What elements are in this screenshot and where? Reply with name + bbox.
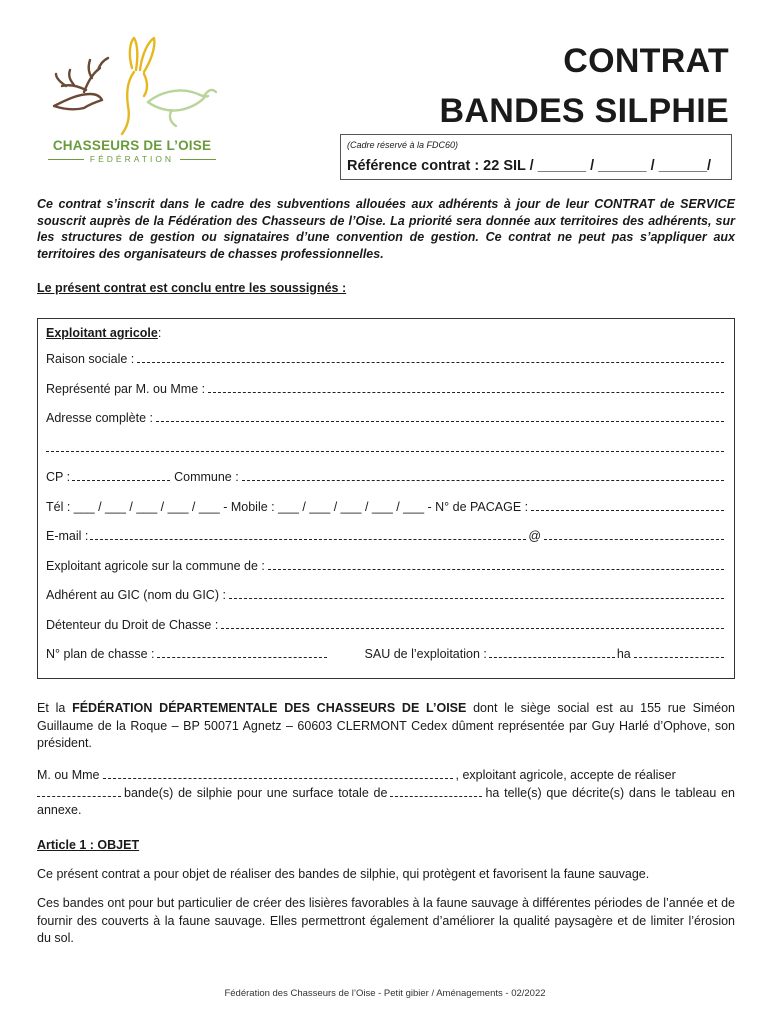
tel-label: Tél : ___ / ___ / ___ / ___ / ___ - Mobile : ___ / ___ / ___ / ___ / ___ - N° de PACAGE :	[46, 500, 529, 514]
raison-sociale-label: Raison sociale :	[46, 352, 135, 366]
federation-name: FÉDÉRATION DÉPARTEMENTALE DES CHASSEURS DE L’OISE	[72, 701, 467, 715]
parties-heading: Le présent contrat est conclu entre les soussignés :	[37, 281, 347, 295]
plan-sau-row	[46, 643, 725, 661]
sau-ha-field[interactable]	[634, 657, 724, 658]
form-heading: Exploitant agricole	[46, 326, 158, 340]
exploitant-commune-field[interactable]	[268, 569, 724, 570]
gic-label: Adhérent au GIC (nom du GIC) :	[46, 588, 226, 602]
gic-row	[46, 584, 725, 602]
email-row	[46, 525, 725, 543]
form-heading-colon: :	[157, 326, 162, 340]
agreement-paragraph	[37, 767, 735, 820]
sau-label: SAU de l’exploitation :	[364, 647, 487, 661]
email-domain-field[interactable]	[544, 539, 724, 540]
article-1-heading: Article 1 : OBJET	[37, 838, 140, 852]
plan-chasse-field[interactable]	[157, 657, 327, 658]
exploitant-commune-label: Exploitant agricole sur la commune de :	[46, 559, 265, 573]
email-user-field[interactable]	[90, 539, 526, 540]
detenteur-field[interactable]	[221, 628, 724, 629]
raison-sociale-row	[46, 348, 725, 366]
represente-field[interactable]	[208, 392, 724, 393]
mm-name-field[interactable]	[103, 778, 453, 779]
farmer-form-box	[37, 318, 735, 679]
email-at: @	[528, 529, 542, 543]
deer-head-icon	[54, 94, 102, 109]
mm-mid: , exploitant agricole, accepte de réaliser	[455, 768, 676, 782]
cp-field[interactable]	[72, 480, 170, 481]
sau-field[interactable]	[489, 657, 615, 658]
logo-subtitle-text: FÉDÉRATION	[89, 154, 175, 164]
federation-paragraph	[37, 700, 735, 753]
mm-end: ha telle(s) que décrite(s) dans le tableau en annexe.	[37, 785, 735, 817]
hare-icon	[122, 38, 154, 134]
pacage-field[interactable]	[531, 510, 724, 511]
cp-label: CP :	[46, 470, 71, 484]
adresse-row	[46, 407, 725, 425]
partridge-icon	[148, 90, 216, 126]
federation-details: dont le siège social est au 155 rue Siméon Guillaume de la Roque – BP 50071 Agnetz – 60603 CLERMONT Cedex dûment représentée par Guy Harlé d’Ophove, son président.	[37, 701, 735, 750]
adresse-field-line-2[interactable]	[46, 451, 724, 452]
commune-field[interactable]	[242, 480, 724, 481]
adresse-field[interactable]	[156, 421, 724, 422]
logo-divider-left	[48, 159, 84, 160]
logo-subtitle	[44, 154, 220, 164]
represente-row	[46, 378, 725, 396]
surface-field[interactable]	[390, 796, 482, 797]
document-title	[440, 36, 729, 136]
article-1-p2: Ces bandes ont pour but particulier de créer des lisières favorables à la faune sauvage à différentes périodes de l’année et de fournir des couverts à la faune sauvage. Elles permettront également d’améliorer la qualité paysagère et de limiter l’érosion du sol.	[37, 896, 735, 945]
reference-note: (Cadre réservé à la FDC60)	[347, 140, 459, 150]
logo-name: CHASSEURS DE L’OISE	[52, 138, 212, 153]
deer-antlers-icon	[56, 58, 108, 92]
email-label: E-mail :	[46, 529, 89, 543]
federation-prefix: Et la	[37, 701, 73, 715]
logo-divider-right	[180, 159, 216, 160]
tel-row	[46, 496, 725, 514]
raison-sociale-field[interactable]	[137, 362, 724, 363]
reference-box	[340, 134, 732, 180]
plan-chasse-label: N° plan de chasse :	[46, 647, 155, 661]
adresse-row-2	[46, 437, 725, 455]
bandes-count-field[interactable]	[37, 796, 121, 797]
intro-paragraph: Ce contrat s’inscrit dans le cadre des subventions allouées aux adhérents à jour de leur CONTRAT de SERVICE souscrit auprès de la Fédération des Chasseurs de l’Oise. La priorité sera donnée aux territoires des adhérents, sur les structures de gestion ou signataires d’une convention de gestion. Ce contrat ne peut pas s’appliquer aux territoires des organisateurs de chasses professionnelles.	[37, 197, 735, 261]
sau-unit: ha	[616, 647, 631, 661]
exploitant-commune-row	[46, 555, 725, 573]
detenteur-row	[46, 614, 725, 632]
reference-contract-field[interactable]: Référence contrat : 22 SIL / ______ / ______ / ______/	[347, 158, 712, 174]
mm-bandes: bande(s) de silphie pour une surface totale de	[124, 785, 388, 800]
title-line-1: CONTRAT	[563, 42, 729, 80]
commune-label: Commune :	[174, 470, 239, 484]
form-heading-row	[46, 322, 725, 340]
gic-field[interactable]	[229, 598, 724, 599]
page-footer: Fédération des Chasseurs de l’Oise - Petit gibier / Aménagements - 02/2022	[224, 988, 546, 999]
adresse-label: Adresse complète :	[46, 411, 153, 425]
mm-start: M. ou Mme	[37, 768, 100, 782]
cp-commune-row	[46, 466, 725, 484]
represente-label: Représenté par M. ou Mme :	[46, 382, 206, 396]
detenteur-label: Détenteur du Droit de Chasse :	[46, 618, 219, 632]
article-1-p1: Ce présent contrat a pour objet de réaliser des bandes de silphie, qui protègent et favorisent la faune sauvage.	[37, 867, 650, 881]
title-line-2: BANDES SILPHIE	[439, 92, 729, 130]
